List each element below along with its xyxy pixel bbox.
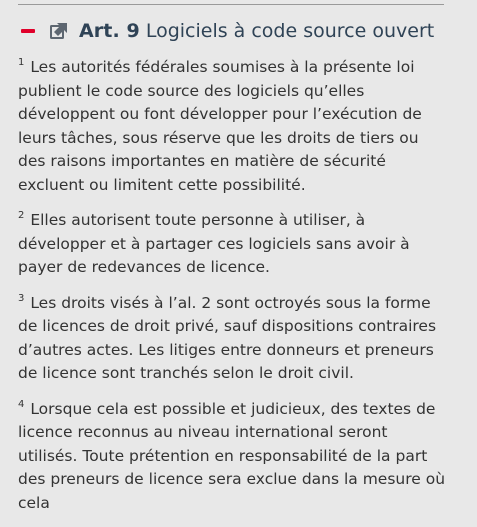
paragraph-number: 4 — [18, 398, 25, 410]
paragraph-2 — [18, 209, 448, 280]
external-link-icon — [48, 20, 70, 42]
top-divider — [18, 4, 444, 5]
paragraph-1 — [18, 56, 448, 197]
article-header — [18, 16, 458, 46]
paragraph-4 — [18, 398, 448, 516]
article-number: Art. 9 — [79, 20, 140, 42]
external-link-button[interactable] — [48, 20, 70, 42]
paragraph-number: 1 — [18, 57, 25, 68]
article-title: Logiciels à code source ouvert — [145, 20, 435, 42]
paragraph-text: Les droits visés à l’al. 2 sont octroyés sous la forme de licences de droit privé, sauf dispositions contraires d’autres actes. Les litiges entre donneurs et preneurs de licence sont tranchés selon le droit civil. — [18, 293, 437, 382]
paragraph-3 — [18, 292, 448, 386]
paragraph-text: Elles autorisent toute personne à utiliser, à développer et à partager ces logiciels sans avoir à payer de redevances de licence. — [18, 211, 410, 276]
paragraph-number: 2 — [18, 210, 25, 221]
paragraph-text: Les autorités fédérales soumises à la présente loi publient le code source des logiciels qu’elles développent ou font développer pour l’exécution de leurs tâches, sous réserve que les droits de tiers ou des raisons importantes en matière de sécurité excluent ou limitent cette possibilité. — [18, 58, 422, 194]
article-body — [18, 56, 448, 527]
paragraph-number: 3 — [18, 292, 25, 304]
minus-icon — [21, 29, 35, 33]
paragraph-text: Lorsque cela est possible et judicieux, des textes de licence reconnus au niveau international seront utilisés. Toute prétention en responsabilité de la part des preneurs de licence sera exclue dans la mesure où cela — [18, 399, 446, 512]
collapse-button[interactable] — [21, 16, 35, 46]
